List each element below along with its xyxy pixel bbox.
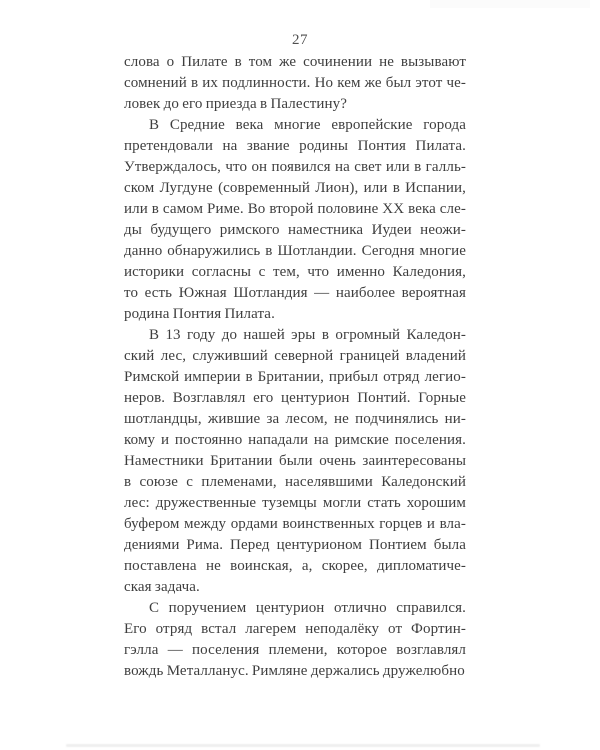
text-line: лес: дружественные туземцы могли стать хорошим <box>124 495 466 511</box>
text-line: Его отряд встал лагерем неподалёку от Фортин- <box>124 621 466 637</box>
scan-artifact <box>430 0 590 8</box>
text-line: ловек до его приезда в Палестину? <box>124 96 348 112</box>
text-line: Утверждалось, что он появился на свет или в галль- <box>124 159 466 175</box>
text-line: неров. Возглавлял его центурион Понтий. Горные <box>124 390 466 406</box>
text-line: ский лес, служивший северной границей владений <box>124 348 466 364</box>
text-line: претендовали на звание родины Понтия Пилата. <box>124 138 466 154</box>
text-line: В Средние века многие европейские города <box>149 117 466 133</box>
text-line: Римской империи в Британии, прибыл отряд легио- <box>124 369 466 385</box>
text-line: С поручением центурион отлично справился. <box>149 600 466 616</box>
page-number: 27 <box>292 32 308 48</box>
text-line: или в самом Риме. Во второй половине XX века сле- <box>124 201 466 217</box>
text-line: ском Лугдуне (современный Лион), или в Испании, <box>124 180 466 196</box>
text-line: Наместники Британии были очень заинтересованы <box>124 453 466 469</box>
text-line: ды будущего римского наместника Иудеи неожи- <box>124 222 466 238</box>
text-line: дениями Рима. Перед центурионом Понтием была <box>124 537 466 553</box>
text-line: родина Понтия Пилата. <box>124 306 275 322</box>
text-line: шотландцы, жившие за лесом, не подчинялись ни- <box>124 411 466 427</box>
text-line: в союзе с племенами, населявшими Каледонский <box>124 474 466 490</box>
text-line: историки согласны с тем, что именно Каледония, <box>124 264 466 280</box>
text-line: гэлла — поселения племени, которое возглавлял <box>124 642 466 658</box>
text-line: слова о Пилате в том же сочинении не вызывают <box>124 54 466 70</box>
page-body <box>124 52 466 682</box>
text-line: ская задача. <box>124 579 200 595</box>
text-line: данно обнаружились в Шотландии. Сегодня многие <box>124 243 466 259</box>
text-line: поставлена не воинская, а, скорее, дипломатиче- <box>124 558 466 574</box>
text-line: вождь Металланус. Римляне держались дружелюбно <box>124 663 465 679</box>
text-line: буфером между ордами воинственных горцев и вла- <box>124 516 466 532</box>
text-line: В 13 году до нашей эры в огромный Каледон- <box>149 327 466 343</box>
text-line: сомнений в их подлинности. Но кем же был этот че- <box>124 75 466 91</box>
text-line: то есть Южная Шотландия — наиболее вероятная <box>124 285 466 301</box>
text-line: кому и постоянно нападали на римские поселения. <box>124 432 466 448</box>
page-edge-shadow <box>66 744 540 747</box>
